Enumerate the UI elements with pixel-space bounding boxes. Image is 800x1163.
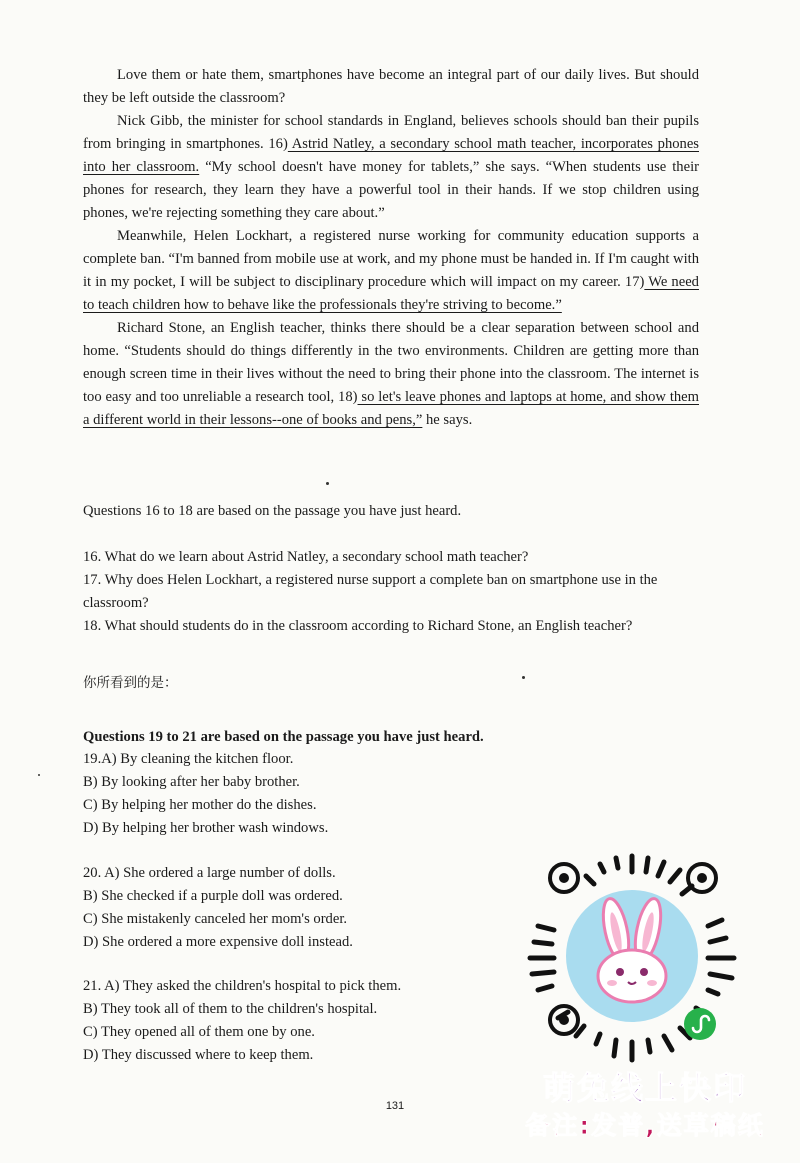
qr-code-graphic xyxy=(512,838,752,1078)
scan-speck xyxy=(326,482,329,485)
option-20-b: B) She checked if a purple doll was ordered. xyxy=(83,888,343,904)
question-17-continued: classroom? xyxy=(83,595,149,611)
option-20-c: C) She mistakenly canceled her mom's order. xyxy=(83,911,348,927)
option-19-b: B) By looking after her baby brother. xyxy=(83,774,300,790)
passage-paragraph-4: Richard Stone, an English teacher, thinks there should be a clear separation between school and home. “Students should do things differently in the two environments. Children are getting more than enough screen time in their lives without the need to bring their phone into the classroom. The internet is too easy and too unreliable a research tool, 18) so let's leave phones and laptops at home, and show them a different world in their lessons--one of books and pens,” he says. xyxy=(83,320,699,428)
passage xyxy=(83,64,699,432)
option-19-a: 19.A) By cleaning the kitchen floor. xyxy=(83,751,294,767)
question-16: 16. What do we learn about Astrid Natley, a secondary school math teacher? xyxy=(83,549,529,565)
answer-18-underline: so let's leave phones and laptops at home, and show them a different world in their lessons--one of books and pens,” xyxy=(83,389,699,428)
option-21-c: C) They opened all of them one by one. xyxy=(83,1024,315,1040)
option-21-a: 21. A) They asked the children's hospital to pick them. xyxy=(83,978,402,994)
mini-program-qr-code-icon[interactable] xyxy=(512,838,752,1078)
scan-speck xyxy=(38,774,40,776)
option-19-c: C) By helping her mother do the dishes. xyxy=(83,797,317,813)
option-20-d: D) She ordered a more expensive doll instead. xyxy=(83,934,353,950)
answer-17-underline: We need to teach children how to behave like the professionals they're striving to become.” xyxy=(83,274,699,313)
question-18: 18. What should students do in the classroom according to Richard Stone, an English teacher? xyxy=(83,618,633,634)
option-19-d: D) By helping her brother wash windows. xyxy=(83,820,329,836)
options-heading: Questions 19 to 21 are based on the passage you have just heard. xyxy=(83,729,484,745)
questions-intro: Questions 16 to 18 are based on the passage you have just heard. xyxy=(83,503,462,519)
page-number: 131 xyxy=(385,1100,405,1112)
mini-program-icon xyxy=(684,1008,716,1040)
option-21-b: B) They took all of them to the children's hospital. xyxy=(83,1001,378,1017)
passage-paragraph-3: Meanwhile, Helen Lockhart, a registered nurse working for community education supports a complete ban. “I'm banned from mobile use at work, and my phone must be handed in. If I'm caught with it in my pocket, I will be subject to disciplinary procedure which will impact on my career. 17) We need to teach children how to behave like the professionals they're striving to become.” xyxy=(83,228,699,313)
passage-paragraph-2: Nick Gibb, the minister for school standards in England, believes schools should ban their pupils from bringing in smartphones. 16) Astrid Natley, a secondary school math teacher, incorporates phones into her classroom. “My school doesn't have money for tablets,” she says. “When students use their phones for research, they learn they have a powerful tool in their hands. If we stop children using phones, we're rejecting something they care about.” xyxy=(83,113,699,221)
promo-banner-title: 萌兔线上快印 xyxy=(542,1069,747,1107)
what-you-see-label: 你所看到的是： xyxy=(83,675,178,691)
option-21-d: D) They discussed where to keep them. xyxy=(83,1047,314,1063)
passage-paragraph-1: Love them or hate them, smartphones have become an integral part of our daily lives. But should they be left outside the classroom? xyxy=(83,67,699,106)
promo-banner-subtitle: 备注:发普,送草稿纸 xyxy=(525,1111,765,1140)
scan-speck xyxy=(522,676,525,679)
answer-16-underline: Astrid Natley, a secondary school math teacher, incorporates phones into her classroom. xyxy=(83,136,699,175)
option-20-a: 20. A) She ordered a large number of dolls. xyxy=(83,865,336,881)
question-17: 17. Why does Helen Lockhart, a registered nurse support a complete ban on smartphone use in the xyxy=(83,572,658,588)
